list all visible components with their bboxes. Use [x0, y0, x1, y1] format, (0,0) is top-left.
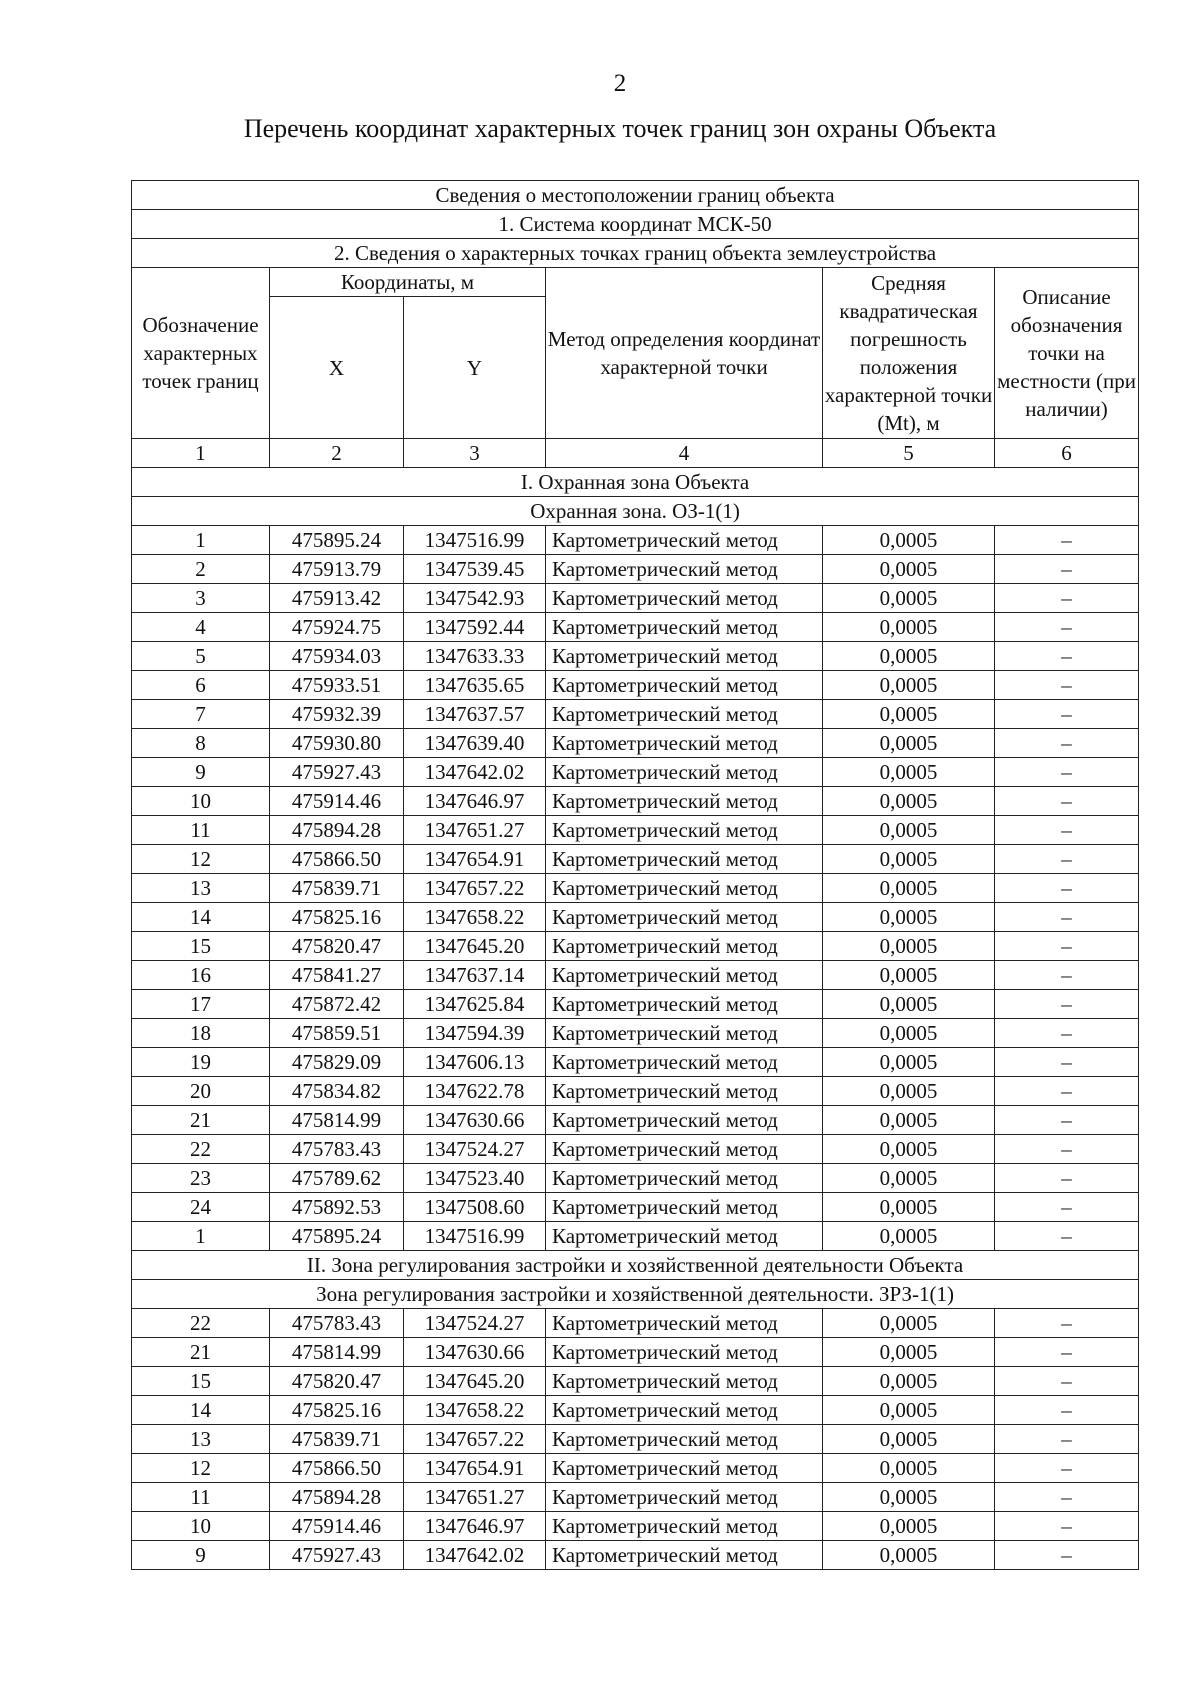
point-number-cell: 21 [132, 1106, 270, 1135]
error-cell: 0,0005 [823, 787, 995, 816]
point-number-cell: 17 [132, 990, 270, 1019]
y-coordinate-cell: 1347654.91 [404, 1454, 546, 1483]
x-coordinate-cell: 475933.51 [270, 671, 404, 700]
column-number: 3 [404, 439, 546, 468]
x-coordinate-cell: 475914.46 [270, 787, 404, 816]
table-row [132, 642, 1139, 671]
y-coordinate-cell: 1347654.91 [404, 845, 546, 874]
error-cell: 0,0005 [823, 1048, 995, 1077]
point-number-cell: 6 [132, 671, 270, 700]
y-coordinate-cell: 1347646.97 [404, 1512, 546, 1541]
point-number-cell: 15 [132, 1367, 270, 1396]
description-cell: – [995, 903, 1139, 932]
column-header-coordinates: Координаты, м [270, 268, 546, 297]
x-coordinate-cell: 475839.71 [270, 1425, 404, 1454]
description-cell: – [995, 990, 1139, 1019]
error-cell: 0,0005 [823, 961, 995, 990]
point-number-cell: 10 [132, 1512, 270, 1541]
error-cell: 0,0005 [823, 1425, 995, 1454]
method-cell: Картометрический метод [546, 1512, 823, 1541]
x-coordinate-cell: 475825.16 [270, 903, 404, 932]
error-cell: 0,0005 [823, 671, 995, 700]
error-cell: 0,0005 [823, 1164, 995, 1193]
point-number-cell: 11 [132, 1483, 270, 1512]
method-cell: Картометрический метод [546, 1222, 823, 1251]
table-row [132, 555, 1139, 584]
table-row [132, 787, 1139, 816]
point-number-cell: 16 [132, 961, 270, 990]
point-number-cell: 22 [132, 1309, 270, 1338]
error-cell: 0,0005 [823, 874, 995, 903]
table-row [132, 874, 1139, 903]
y-coordinate-cell: 1347523.40 [404, 1164, 546, 1193]
x-coordinate-cell: 475814.99 [270, 1338, 404, 1367]
error-cell: 0,0005 [823, 758, 995, 787]
table-row [132, 1019, 1139, 1048]
x-coordinate-cell: 475789.62 [270, 1164, 404, 1193]
description-cell: – [995, 613, 1139, 642]
x-coordinate-cell: 475927.43 [270, 758, 404, 787]
error-cell: 0,0005 [823, 1541, 995, 1570]
table-row [132, 845, 1139, 874]
method-cell: Картометрический метод [546, 729, 823, 758]
description-cell: – [995, 845, 1139, 874]
error-cell: 0,0005 [823, 729, 995, 758]
method-cell: Картометрический метод [546, 1193, 823, 1222]
x-coordinate-cell: 475930.80 [270, 729, 404, 758]
x-coordinate-cell: 475894.28 [270, 816, 404, 845]
point-number-cell: 24 [132, 1193, 270, 1222]
y-coordinate-cell: 1347637.14 [404, 961, 546, 990]
y-coordinate-cell: 1347657.22 [404, 1425, 546, 1454]
x-coordinate-cell: 475820.47 [270, 1367, 404, 1396]
error-cell: 0,0005 [823, 613, 995, 642]
table-row [132, 1338, 1139, 1367]
x-coordinate-cell: 475841.27 [270, 961, 404, 990]
method-cell: Картометрический метод [546, 555, 823, 584]
error-cell: 0,0005 [823, 700, 995, 729]
method-cell: Картометрический метод [546, 816, 823, 845]
method-cell: Картометрический метод [546, 1164, 823, 1193]
y-coordinate-cell: 1347592.44 [404, 613, 546, 642]
description-cell: – [995, 700, 1139, 729]
document-title: Перечень координат характерных точек границ зон охраны Объекта [243, 114, 997, 143]
x-coordinate-cell: 475914.46 [270, 1512, 404, 1541]
method-cell: Картометрический метод [546, 584, 823, 613]
column-number: 4 [546, 439, 823, 468]
method-cell: Картометрический метод [546, 990, 823, 1019]
method-cell: Картометрический метод [546, 932, 823, 961]
method-cell: Картометрический метод [546, 1454, 823, 1483]
header-location-info: Сведения о местоположении границ объекта [132, 181, 1139, 210]
x-coordinate-cell: 475895.24 [270, 526, 404, 555]
point-number-cell: 14 [132, 903, 270, 932]
error-cell: 0,0005 [823, 1396, 995, 1425]
y-coordinate-cell: 1347658.22 [404, 1396, 546, 1425]
error-cell: 0,0005 [823, 845, 995, 874]
description-cell: – [995, 1367, 1139, 1396]
description-cell: – [995, 1135, 1139, 1164]
point-number-cell: 11 [132, 816, 270, 845]
method-cell: Картометрический метод [546, 845, 823, 874]
y-coordinate-cell: 1347637.57 [404, 700, 546, 729]
table-row [132, 1512, 1139, 1541]
description-cell: – [995, 1483, 1139, 1512]
description-cell: – [995, 671, 1139, 700]
table-row [132, 1425, 1139, 1454]
error-cell: 0,0005 [823, 584, 995, 613]
description-cell: – [995, 1048, 1139, 1077]
table-row [132, 932, 1139, 961]
x-coordinate-cell: 475820.47 [270, 932, 404, 961]
table-row [132, 758, 1139, 787]
method-cell: Картометрический метод [546, 1396, 823, 1425]
x-coordinate-cell: 475839.71 [270, 874, 404, 903]
x-coordinate-cell: 475825.16 [270, 1396, 404, 1425]
y-coordinate-cell: 1347630.66 [404, 1106, 546, 1135]
page-number: 2 [613, 70, 627, 97]
description-cell: – [995, 1193, 1139, 1222]
point-number-cell: 5 [132, 642, 270, 671]
y-coordinate-cell: 1347524.27 [404, 1135, 546, 1164]
error-cell: 0,0005 [823, 1309, 995, 1338]
column-number: 6 [995, 439, 1139, 468]
section-subtitle: Охранная зона. ОЗ-1(1) [132, 497, 1139, 526]
method-cell: Картометрический метод [546, 671, 823, 700]
table-row [132, 1541, 1139, 1570]
point-number-cell: 13 [132, 1425, 270, 1454]
method-cell: Картометрический метод [546, 1338, 823, 1367]
point-number-cell: 12 [132, 1454, 270, 1483]
table-row [132, 584, 1139, 613]
y-coordinate-cell: 1347542.93 [404, 584, 546, 613]
y-coordinate-cell: 1347516.99 [404, 526, 546, 555]
y-coordinate-cell: 1347633.33 [404, 642, 546, 671]
column-header-error: Средняя квадратическая погрешность положения характерной точки (Mt), м [823, 268, 995, 439]
error-cell: 0,0005 [823, 1454, 995, 1483]
description-cell: – [995, 729, 1139, 758]
x-coordinate-cell: 475924.75 [270, 613, 404, 642]
point-number-cell: 13 [132, 874, 270, 903]
table-row [132, 613, 1139, 642]
table-row [132, 671, 1139, 700]
column-header-description: Описание обозначения точки на местности (при наличии) [995, 268, 1139, 439]
description-cell: – [995, 874, 1139, 903]
error-cell: 0,0005 [823, 1512, 995, 1541]
error-cell: 0,0005 [823, 932, 995, 961]
description-cell: – [995, 1454, 1139, 1483]
table-row [132, 1106, 1139, 1135]
description-cell: – [995, 1396, 1139, 1425]
section-title: II. Зона регулирования застройки и хозяйственной деятельности Объекта [132, 1251, 1139, 1280]
x-coordinate-cell: 475866.50 [270, 845, 404, 874]
point-number-cell: 15 [132, 932, 270, 961]
description-cell: – [995, 787, 1139, 816]
error-cell: 0,0005 [823, 1483, 995, 1512]
description-cell: – [995, 526, 1139, 555]
point-number-cell: 10 [132, 787, 270, 816]
point-number-cell: 9 [132, 758, 270, 787]
column-number: 1 [132, 439, 270, 468]
y-coordinate-cell: 1347642.02 [404, 758, 546, 787]
table-row [132, 1309, 1139, 1338]
error-cell: 0,0005 [823, 816, 995, 845]
error-cell: 0,0005 [823, 1077, 995, 1106]
y-coordinate-cell: 1347508.60 [404, 1193, 546, 1222]
x-coordinate-cell: 475913.79 [270, 555, 404, 584]
error-cell: 0,0005 [823, 903, 995, 932]
description-cell: – [995, 816, 1139, 845]
error-cell: 0,0005 [823, 1338, 995, 1367]
y-coordinate-cell: 1347630.66 [404, 1338, 546, 1367]
description-cell: – [995, 932, 1139, 961]
point-number-cell: 18 [132, 1019, 270, 1048]
x-coordinate-cell: 475859.51 [270, 1019, 404, 1048]
method-cell: Картометрический метод [546, 1019, 823, 1048]
table-row [132, 1077, 1139, 1106]
error-cell: 0,0005 [823, 1106, 995, 1135]
error-cell: 0,0005 [823, 1222, 995, 1251]
x-coordinate-cell: 475934.03 [270, 642, 404, 671]
y-coordinate-cell: 1347625.84 [404, 990, 546, 1019]
x-coordinate-cell: 475834.82 [270, 1077, 404, 1106]
description-cell: – [995, 1019, 1139, 1048]
description-cell: – [995, 555, 1139, 584]
point-number-cell: 9 [132, 1541, 270, 1570]
method-cell: Картометрический метод [546, 874, 823, 903]
y-coordinate-cell: 1347594.39 [404, 1019, 546, 1048]
method-cell: Картометрический метод [546, 613, 823, 642]
method-cell: Картометрический метод [546, 758, 823, 787]
error-cell: 0,0005 [823, 990, 995, 1019]
method-cell: Картометрический метод [546, 961, 823, 990]
column-header-method: Метод определения координат характерной точки [546, 268, 823, 439]
error-cell: 0,0005 [823, 555, 995, 584]
table-row [132, 961, 1139, 990]
description-cell: – [995, 1077, 1139, 1106]
description-cell: – [995, 1541, 1139, 1570]
table-row [132, 990, 1139, 1019]
description-cell: – [995, 1106, 1139, 1135]
y-coordinate-cell: 1347524.27 [404, 1309, 546, 1338]
x-coordinate-cell: 475932.39 [270, 700, 404, 729]
table-row [132, 1193, 1139, 1222]
x-coordinate-cell: 475783.43 [270, 1135, 404, 1164]
y-coordinate-cell: 1347516.99 [404, 1222, 546, 1251]
description-cell: – [995, 961, 1139, 990]
point-number-cell: 21 [132, 1338, 270, 1367]
method-cell: Картометрический метод [546, 526, 823, 555]
point-number-cell: 14 [132, 1396, 270, 1425]
y-coordinate-cell: 1347651.27 [404, 816, 546, 845]
point-number-cell: 1 [132, 526, 270, 555]
error-cell: 0,0005 [823, 1193, 995, 1222]
x-coordinate-cell: 475927.43 [270, 1541, 404, 1570]
table-row [132, 1483, 1139, 1512]
description-cell: – [995, 758, 1139, 787]
y-coordinate-cell: 1347645.20 [404, 1367, 546, 1396]
column-header-x: X [270, 297, 404, 439]
column-number: 5 [823, 439, 995, 468]
point-number-cell: 2 [132, 555, 270, 584]
y-coordinate-cell: 1347642.02 [404, 1541, 546, 1570]
x-coordinate-cell: 475913.42 [270, 584, 404, 613]
y-coordinate-cell: 1347651.27 [404, 1483, 546, 1512]
header-points-info: 2. Сведения о характерных точках границ объекта землеустройства [132, 239, 1139, 268]
table-row [132, 1367, 1139, 1396]
point-number-cell: 3 [132, 584, 270, 613]
method-cell: Картометрический метод [546, 700, 823, 729]
table-row [132, 700, 1139, 729]
table-row [132, 1135, 1139, 1164]
table-row [132, 1048, 1139, 1077]
y-coordinate-cell: 1347645.20 [404, 932, 546, 961]
method-cell: Картометрический метод [546, 1309, 823, 1338]
y-coordinate-cell: 1347635.65 [404, 671, 546, 700]
error-cell: 0,0005 [823, 1019, 995, 1048]
x-coordinate-cell: 475894.28 [270, 1483, 404, 1512]
description-cell: – [995, 1164, 1139, 1193]
coordinates-table [131, 180, 1139, 1570]
error-cell: 0,0005 [823, 1367, 995, 1396]
method-cell: Картометрический метод [546, 1483, 823, 1512]
point-number-cell: 1 [132, 1222, 270, 1251]
x-coordinate-cell: 475866.50 [270, 1454, 404, 1483]
table-row [132, 1454, 1139, 1483]
y-coordinate-cell: 1347657.22 [404, 874, 546, 903]
table-row [132, 1396, 1139, 1425]
y-coordinate-cell: 1347658.22 [404, 903, 546, 932]
x-coordinate-cell: 475872.42 [270, 990, 404, 1019]
table-row [132, 1164, 1139, 1193]
coordinates-table-body [132, 181, 1139, 1570]
y-coordinate-cell: 1347539.45 [404, 555, 546, 584]
method-cell: Картометрический метод [546, 1425, 823, 1454]
point-number-cell: 7 [132, 700, 270, 729]
method-cell: Картометрический метод [546, 1541, 823, 1570]
method-cell: Картометрический метод [546, 1135, 823, 1164]
error-cell: 0,0005 [823, 1135, 995, 1164]
point-number-cell: 12 [132, 845, 270, 874]
column-header-y: Y [404, 297, 546, 439]
method-cell: Картометрический метод [546, 1367, 823, 1396]
x-coordinate-cell: 475892.53 [270, 1193, 404, 1222]
x-coordinate-cell: 475829.09 [270, 1048, 404, 1077]
table-row [132, 903, 1139, 932]
error-cell: 0,0005 [823, 526, 995, 555]
point-number-cell: 23 [132, 1164, 270, 1193]
table-row [132, 729, 1139, 758]
method-cell: Картометрический метод [546, 787, 823, 816]
point-number-cell: 8 [132, 729, 270, 758]
method-cell: Картометрический метод [546, 903, 823, 932]
description-cell: – [995, 1222, 1139, 1251]
column-number: 2 [270, 439, 404, 468]
y-coordinate-cell: 1347606.13 [404, 1048, 546, 1077]
header-coordinate-system: 1. Система координат МСК-50 [132, 210, 1139, 239]
method-cell: Картометрический метод [546, 642, 823, 671]
point-number-cell: 20 [132, 1077, 270, 1106]
description-cell: – [995, 1309, 1139, 1338]
column-header-point: Обозначение характерных точек границ [132, 268, 270, 439]
method-cell: Картометрический метод [546, 1048, 823, 1077]
description-cell: – [995, 1512, 1139, 1541]
description-cell: – [995, 584, 1139, 613]
x-coordinate-cell: 475783.43 [270, 1309, 404, 1338]
table-row [132, 1222, 1139, 1251]
point-number-cell: 22 [132, 1135, 270, 1164]
point-number-cell: 19 [132, 1048, 270, 1077]
section-title: I. Охранная зона Объекта [132, 468, 1139, 497]
method-cell: Картометрический метод [546, 1106, 823, 1135]
x-coordinate-cell: 475895.24 [270, 1222, 404, 1251]
description-cell: – [995, 1425, 1139, 1454]
error-cell: 0,0005 [823, 642, 995, 671]
y-coordinate-cell: 1347639.40 [404, 729, 546, 758]
x-coordinate-cell: 475814.99 [270, 1106, 404, 1135]
table-row [132, 526, 1139, 555]
point-number-cell: 4 [132, 613, 270, 642]
y-coordinate-cell: 1347646.97 [404, 787, 546, 816]
method-cell: Картометрический метод [546, 1077, 823, 1106]
table-row [132, 816, 1139, 845]
section-subtitle: Зона регулирования застройки и хозяйственной деятельности. ЗРЗ-1(1) [132, 1280, 1139, 1309]
description-cell: – [995, 1338, 1139, 1367]
y-coordinate-cell: 1347622.78 [404, 1077, 546, 1106]
description-cell: – [995, 642, 1139, 671]
